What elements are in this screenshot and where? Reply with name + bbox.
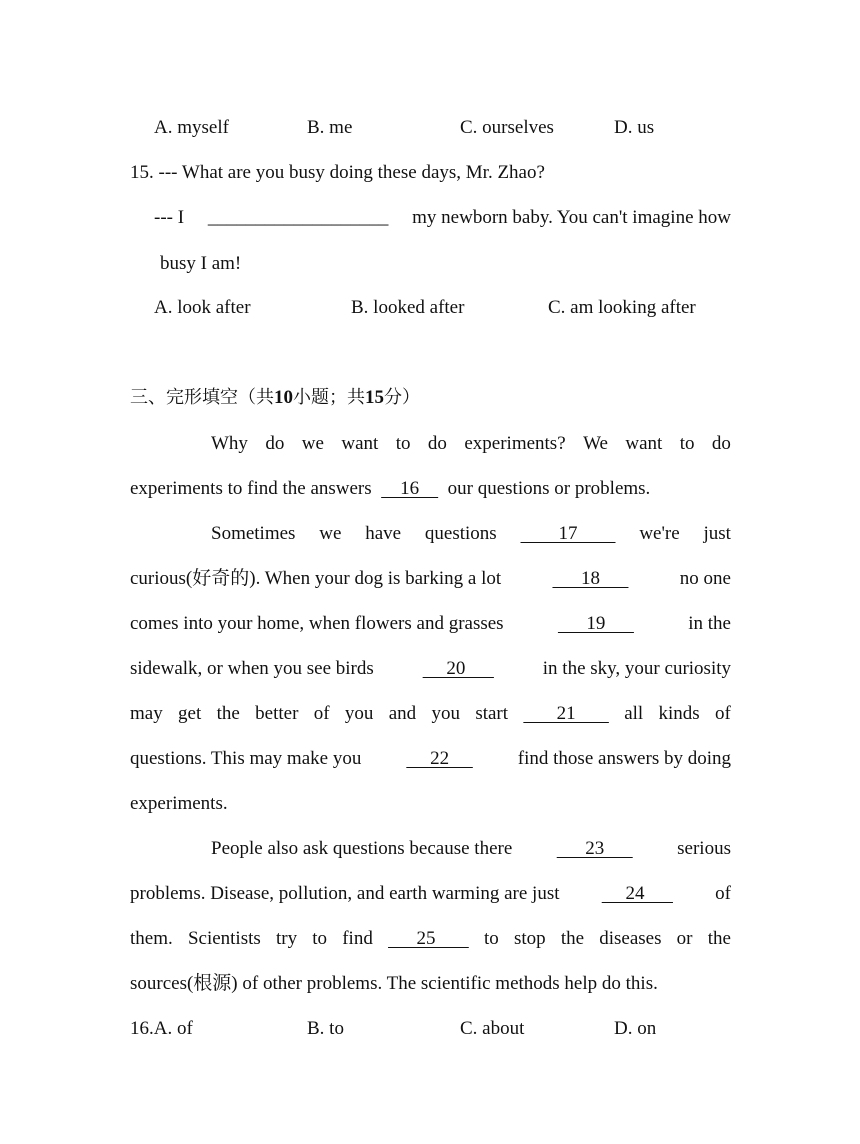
blank-18: 18 xyxy=(552,568,629,589)
passage-word: comes into your home, when flowers and grasses xyxy=(130,613,504,634)
heading-suffix: 分） xyxy=(384,387,420,408)
q14-option-a: A. myself xyxy=(154,117,229,138)
blank-22: 22 xyxy=(406,748,473,769)
passage-word: get xyxy=(178,703,202,724)
p2-line6 xyxy=(130,747,731,771)
passage-word: we xyxy=(301,433,324,454)
passage-word: our questions or problems. xyxy=(447,478,651,499)
passage-word: may xyxy=(130,703,163,724)
q15-reply-cont: busy I am! xyxy=(160,253,242,274)
q15-option-a: A. look after xyxy=(154,297,251,318)
passage-word: do xyxy=(265,433,285,454)
passage-word: try xyxy=(275,928,298,949)
heading-prefix: 三、完形填空（共 xyxy=(130,387,274,408)
heading-mid: 小题；共 xyxy=(293,387,365,408)
passage-word: of xyxy=(313,703,330,724)
q16-option-a: 16.A. of xyxy=(130,1018,193,1039)
q15-question: 15. --- What are you busy doing these days, Mr. Zhao? xyxy=(130,162,545,183)
passage-word: find those answers by doing xyxy=(517,748,731,769)
q15-reply-start: --- I xyxy=(154,207,185,228)
heading-num1: 10 xyxy=(274,387,293,408)
passage-word: in the xyxy=(688,613,731,634)
passage-word: just xyxy=(703,523,731,544)
passage-word: questions xyxy=(424,523,497,544)
passage-word: sidewalk, or when you see birds xyxy=(130,658,374,679)
p1-line1 xyxy=(211,432,731,456)
q14-option-d: D. us xyxy=(614,117,655,138)
p2-line7: experiments. xyxy=(130,793,228,814)
passage-word: People also ask questions because there xyxy=(211,838,513,859)
passage-word: We xyxy=(583,433,608,454)
passage-word: kinds xyxy=(658,703,700,724)
passage-word: or xyxy=(676,928,693,949)
section-heading xyxy=(130,386,731,410)
passage-word: do xyxy=(427,433,447,454)
passage-word: of xyxy=(715,703,731,724)
passage-word: start xyxy=(475,703,509,724)
passage-word: the xyxy=(560,928,585,949)
p3-line3 xyxy=(130,927,731,951)
q16-option-d: D. on xyxy=(614,1018,657,1039)
passage-word: to xyxy=(395,433,411,454)
passage-word: better xyxy=(255,703,299,724)
passage-word: curious(好奇的). When your dog is barking a lot xyxy=(130,568,502,589)
passage-word: stop xyxy=(513,928,546,949)
blank-16: 16 xyxy=(381,478,439,499)
passage-word: we xyxy=(319,523,342,544)
passage-word: have xyxy=(365,523,402,544)
passage-word: problems. Disease, pollution, and earth warming are just xyxy=(130,883,560,904)
q14-option-b: B. me xyxy=(307,117,353,138)
passage-word: do xyxy=(711,433,731,454)
q16-option-b: B. to xyxy=(307,1018,344,1039)
blank-20: 20 xyxy=(422,658,494,679)
p2-line2 xyxy=(130,567,731,591)
passage-word: to xyxy=(312,928,328,949)
p2-line1 xyxy=(211,522,731,546)
p3-line2 xyxy=(130,882,731,906)
blank-19: 19 xyxy=(557,613,634,634)
passage-word: all xyxy=(624,703,644,724)
passage-word: the xyxy=(707,928,731,949)
passage-word: you xyxy=(344,703,374,724)
q15-blank: ___________________ xyxy=(207,207,389,228)
passage-word: want xyxy=(341,433,379,454)
heading-num2: 15 xyxy=(365,387,384,408)
passage-word: and xyxy=(388,703,417,724)
q16-option-c: C. about xyxy=(460,1018,525,1039)
blank-23: 23 xyxy=(556,838,633,859)
passage-word: want xyxy=(625,433,663,454)
passage-word: you xyxy=(431,703,460,724)
p2-line3 xyxy=(130,612,731,636)
passage-word: experiments to find the answers xyxy=(130,478,372,499)
passage-word: diseases xyxy=(599,928,662,949)
passage-word: find xyxy=(342,928,373,949)
blank-25: 25 xyxy=(388,928,469,949)
p2-line4 xyxy=(130,657,731,681)
passage-word: in the sky, your curiosity xyxy=(542,658,731,679)
passage-word: Sometimes xyxy=(211,523,296,544)
passage-word: to xyxy=(483,928,499,949)
q15-option-b: B. looked after xyxy=(351,297,465,318)
p1-line2 xyxy=(130,477,731,501)
passage-word: the xyxy=(216,703,240,724)
p3-line4: sources(根源) of other problems. The scientific methods help do this. xyxy=(130,973,658,994)
p2-line5 xyxy=(130,702,731,726)
blank-21: 21 xyxy=(523,703,609,724)
passage-word: experiments? xyxy=(464,433,566,454)
q15-option-c: C. am looking after xyxy=(548,297,696,318)
q14-option-c: C. ourselves xyxy=(460,117,554,138)
passage-word: to xyxy=(679,433,695,454)
passage-word: we're xyxy=(639,523,680,544)
passage-word: no one xyxy=(679,568,731,589)
passage-word: serious xyxy=(677,838,731,859)
q15-reply xyxy=(154,206,731,230)
passage-word: them. xyxy=(130,928,173,949)
passage-word: Why xyxy=(211,433,248,454)
q15-reply-end: my newborn baby. You can't imagine how xyxy=(412,207,731,228)
passage-word: questions. This may make you xyxy=(130,748,362,769)
blank-24: 24 xyxy=(601,883,673,904)
passage-word: of xyxy=(715,883,731,904)
p3-line1 xyxy=(211,837,731,861)
passage-word: Scientists xyxy=(187,928,261,949)
blank-17: 17 xyxy=(520,523,616,544)
